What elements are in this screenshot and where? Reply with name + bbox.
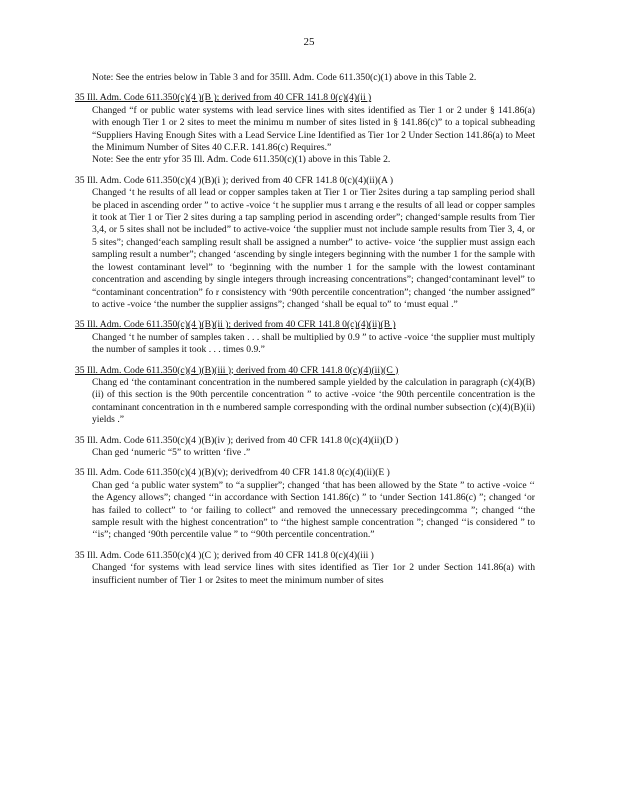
entry	[75, 365, 535, 427]
entry	[75, 175, 535, 311]
entry-note: Note: See the entr yfor 35 Ill. Adm. Code 611.350(c)(1) above in this Table 2.	[92, 154, 391, 166]
entry-body: Chan ged ‘numeric “5” to written ‘five .”	[92, 446, 251, 458]
entry-heading: 35 Ill. Adm. Code 611.350(c)(4 )(B)(ii ); derived from 40 CFR 141.8 0(c)(4)(ii)(B )	[75, 319, 396, 331]
entry-body: Changed “f or public water systems with lead service lines with sites identified as Tier 1 or 2 under § 141.86(a) with enough Tier 1 or 2 sites to meet the minimu m number of sites listed in § 141.86(c)” to a topical subheading “Suppliers Having Enough Sites with a Lead Service Line Identified as Tier 1or 2 Under Section 141.86(a) to Meet the Minimum Number of Sites 40 C.F.R. 141.86(c) Requires.”	[92, 104, 535, 154]
entry-body: Changed ‘for systems with lead service lines with sites identified as Tier 1or 2 under Section 141.86(a) with insufficient number of Tier 1 or 2sites to meet the minimum number of sites	[92, 562, 535, 586]
entry-heading: 35 Ill. Adm. Code 611.350(c)(4 )(B)(iii ); derived from 40 CFR 141.8 0(c)(4)(ii)(C )	[75, 364, 399, 376]
entry-body: Changed ‘t he results of all lead or copper samples taken at Tier 1 or Tier 2sites during a tap sampling period shall be placed in ascending order ” to active -voice ‘t he supplier mus t arrang e the results of all lead or copper samples it took at Tier 1 or Tier 2 sites during a tap sampling period in ascending order”; changed‘sample results from Tier 3,4, or 5 sites shall not be included” to active-voice ‘the supplier must not include sample results from Tier 3, 4, or 5 sites”; changed‘each sampling result shall be assigned a number” to active- voice ‘the supplier must assign each sampling result a number”; changed ‘ascending by single integers beginning with the number 1 for the sample with the lowest contaminant level” to ‘beginning with the number 1 for the sample with the lowest contaminant concentration and ascending by single integers through increasing concentrations”; changed‘contaminant level” to “contaminant concentration” fo r consistency with ‘90th percentile concentration”; changed ‘the number assigned” to active -voice ‘the number the supplier assigns”; changed ‘shall be equal to” to ‘must equal .”	[92, 187, 535, 310]
entry-body: Changed ‘t he number of samples taken . . . shall be multiplied by 0.9 ” to active -voice ‘the supplier must multiply the number of samples it took . . . times 0.9.”	[92, 331, 535, 356]
entry-body: Chang ed ‘the contaminant concentration in the numbered sample yielded by the calculation in paragraph (c)(4)(B)(ii) of this section is the 90th percentile concentration ” to active -voice ‘the 90th percentile concentration is the contaminant concentration in th e numbered sample corresponding with the ordinal number subsection (c)(4)(B)(ii) yields .”	[92, 376, 535, 426]
entry	[75, 92, 535, 166]
entry-heading: 35 Ill. Adm. Code 611.350(c)(4 )(B)(v); derivedfrom 40 CFR 141.8 0(c)(4)(ii)(E )	[75, 467, 390, 479]
entry	[75, 435, 535, 460]
document-body	[75, 72, 535, 595]
entry-heading: 35 Ill. Adm. Code 611.350(c)(4 )(C ); derived from 40 CFR 141.8 0(c)(4)(iii )	[75, 549, 374, 561]
entry-heading: 35 Ill. Adm. Code 611.350(c)(4 )(B)(i ); derived from 40 CFR 141.8 0(c)(4)(ii)(A )	[75, 174, 394, 186]
entry-heading: 35 Ill. Adm. Code 611.350(c)(4 )(B)(iv ); derived from 40 CFR 141.8 0(c)(4)(ii)(D )	[75, 434, 399, 446]
entry-heading: 35 Ill. Adm. Code 611.350(c)(4 )(B ); derived from 40 CFR 141.8 0(c)(4)(ii )	[75, 92, 372, 104]
entry	[75, 467, 535, 541]
page-number: 25	[303, 36, 315, 48]
entry	[75, 550, 535, 587]
entry	[75, 319, 535, 356]
entry-body: Chan ged ‘a public water system” to “a supplier”; changed ‘that has been allowed by the State ” to active -voice ‘‘ the Agency allows”; changed ‘‘in accordance with Section 141.86(c) ” to ‘under Section 141.86(c) ”; changed ‘or has failed to collect” to ‘or failing to collect” and removed the unnecessary precedingcomma ”; changed ‘‘the sample result with the highest concentration” to ‘‘the highest sample concentration ”; changed ‘‘is considered ” to ‘‘is”; changed ‘90th percentile value ” to ‘‘90th percentile concentration.”	[92, 479, 535, 541]
table-note: Note: See the entries below in Table 3 and for 35Ill. Adm. Code 611.350(c)(1) above in this Table 2.	[92, 72, 477, 83]
